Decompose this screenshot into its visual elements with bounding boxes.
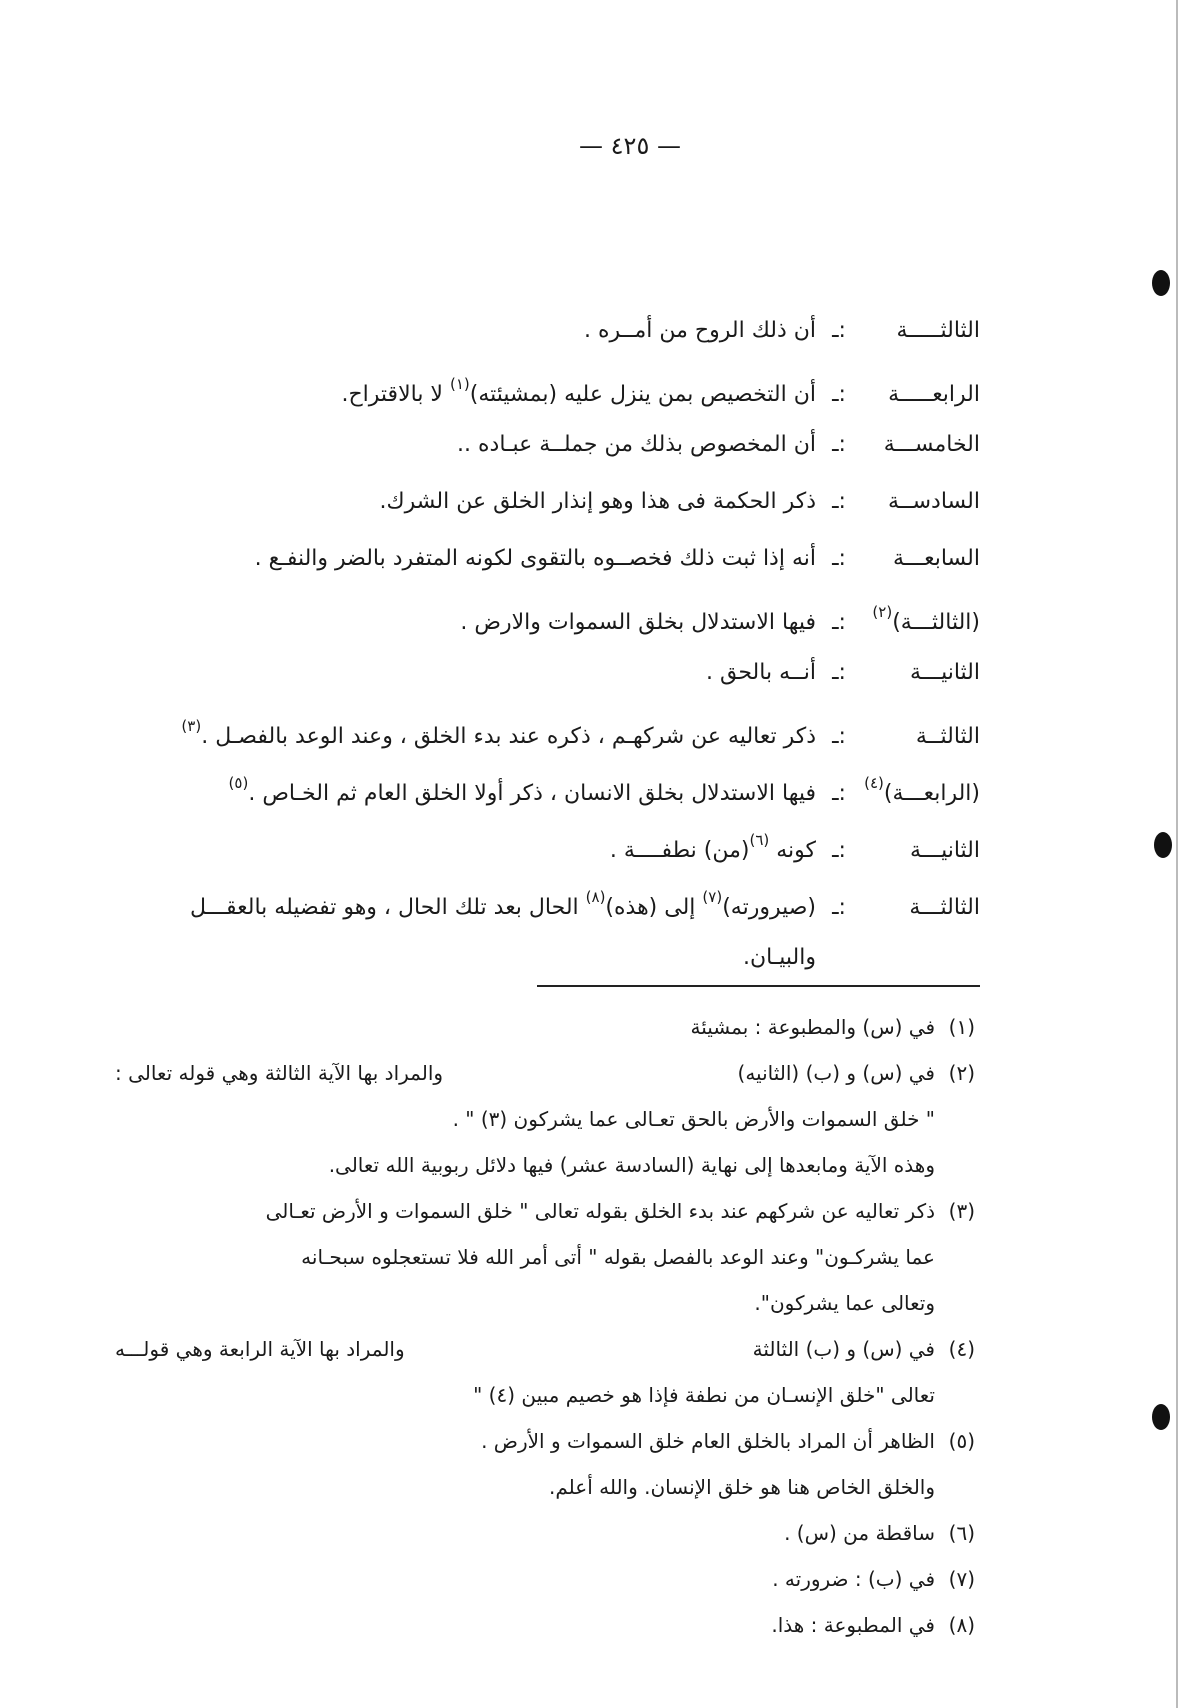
footnote-number: (٢) <box>948 1061 975 1085</box>
row-text: ذكر الحكمة فى هذا وهو إنذار الخلق عن الشرك. <box>379 489 816 514</box>
footnote-body <box>115 1004 935 1050</box>
text-row <box>100 660 980 717</box>
footnote-line: تعالى "خلق الإنسـان من نطفة فإذا هو خصيم مبين (٤) " <box>473 1383 935 1407</box>
footnote-body <box>115 1418 935 1510</box>
ink-blot <box>1152 270 1170 296</box>
footnote-number: (٤) <box>948 1337 975 1361</box>
text-row <box>100 375 980 432</box>
footnote-number: (٣) <box>948 1199 975 1223</box>
row-label <box>862 603 980 635</box>
footnote <box>115 1418 975 1510</box>
page-number: — ٤٢٥ — <box>579 132 681 160</box>
footnote-marker: (٧) <box>702 888 723 906</box>
row-separator: :ـ <box>832 724 846 749</box>
footnote-line: عما يشركـون" وعند الوعد بالفصل بقوله " أتى أمر الله فلا تستعجلوه سبحـانه <box>301 1245 935 1269</box>
footnote-part: والمراد بها الآية الرابعة وهي قولـــه <box>115 1337 405 1361</box>
footnote-body <box>115 1188 935 1326</box>
row-text: أنه إذا ثبت ذلك فخصــوه بالتقوى لكونه المتفرد بالضر والنفـع . <box>254 546 816 571</box>
footnote-part: والمراد بها الآية الثالثة وهي قوله تعالى : <box>115 1061 444 1085</box>
footnote-line: وتعالى عما يشركون". <box>754 1291 935 1315</box>
footnote-line: في (س) والمطبوعة : بمشيئة <box>690 1015 935 1039</box>
text-row <box>100 603 980 660</box>
row-separator: :ـ <box>832 895 846 920</box>
row-label: السادســة <box>887 489 980 514</box>
footnote-line: في (ب) : ضرورته . <box>772 1567 935 1591</box>
footnote-line: الظاهر أن المراد بالخلق العام خلق السموات و الأرض . <box>481 1429 935 1453</box>
ink-blot <box>1152 1404 1170 1430</box>
main-text <box>100 318 980 1002</box>
ink-blot <box>1154 832 1172 858</box>
footnote-line: ذكر تعاليه عن شركهم عند بدء الخلق بقوله تعالى " خلق السموات و الأرض تعـالى <box>265 1199 935 1223</box>
footnote-marker: (٥) <box>228 774 249 792</box>
page-edge <box>1176 0 1178 1708</box>
footnote <box>115 1004 975 1050</box>
footnote-number: (٦) <box>948 1521 975 1545</box>
footnote <box>115 1510 975 1556</box>
row-label: الثانيـــة <box>909 838 980 863</box>
footnote <box>115 1556 975 1602</box>
footnote-part: في (س) و (ب) (الثانيه) <box>737 1061 935 1085</box>
row-label: السابعـــة <box>892 546 980 571</box>
footnote-body <box>115 1602 935 1648</box>
row-text: والبيـان. <box>742 945 816 970</box>
row-text-part: كونه <box>776 838 816 863</box>
row-separator: :ـ <box>832 318 846 343</box>
row-text: فيها الاستدلال بخلق السموات والارض . <box>460 610 816 635</box>
footnote-line: في المطبوعة : هذا. <box>771 1613 935 1637</box>
row-text <box>100 375 816 407</box>
row-label: الثالثـــة <box>909 895 980 920</box>
footnote-body <box>115 1510 935 1556</box>
footnote-line: " خلق السموات والأرض بالحق تعـالى عما يشركون (٣) " . <box>452 1107 935 1131</box>
row-label: الثانيـــة <box>909 660 980 685</box>
row-text-part: الحال بعد تلك الحال ، وهو تفضيله بالعقـــل <box>190 895 579 920</box>
footnote-marker: (٢) <box>872 603 893 621</box>
row-label-text: (الثالثـــة) <box>892 610 980 635</box>
row-label <box>862 774 980 806</box>
row-separator: :ـ <box>832 660 846 685</box>
footnotes <box>115 1004 975 1648</box>
row-text-part: (صيرورته) <box>722 895 816 920</box>
row-separator: :ـ <box>832 382 846 407</box>
row-label: الثالثـــــة <box>896 318 980 343</box>
row-text: أن المخصوص بذلك من جملــة عبـاده .. <box>457 432 816 457</box>
footnote-marker: (١) <box>449 375 470 393</box>
text-row <box>100 318 980 375</box>
text-row <box>100 489 980 546</box>
footnote <box>115 1050 975 1188</box>
footnote-number: (٧) <box>948 1567 975 1591</box>
footnote-line <box>115 1326 935 1372</box>
row-text-part: إلى (هذه) <box>605 895 696 920</box>
footnote-number: (١) <box>948 1015 975 1039</box>
footnote <box>115 1602 975 1648</box>
footnote-marker: (٣) <box>181 717 202 735</box>
row-label: الخامســـة <box>883 432 980 457</box>
footnote-number: (٥) <box>948 1429 975 1453</box>
row-text: أنــه بالحق . <box>706 660 816 685</box>
footnote-number: (٨) <box>948 1613 975 1637</box>
text-row <box>100 888 980 945</box>
row-label: الرابعـــــة <box>888 382 980 407</box>
row-text <box>100 888 816 920</box>
text-row <box>100 831 980 888</box>
row-text <box>100 774 816 806</box>
footnote-marker: (٨) <box>585 888 606 906</box>
footnote-body <box>115 1050 935 1188</box>
row-text-part: (من) نطفــــة . <box>609 838 750 863</box>
text-row <box>100 432 980 489</box>
footnote-divider <box>537 985 980 987</box>
text-row-continuation <box>100 945 980 1002</box>
row-text-part: أن التخصيص بمن ينزل عليه (بمشيئته) <box>469 382 816 407</box>
footnote-body <box>115 1326 935 1418</box>
row-text <box>100 831 816 863</box>
row-text-part: فيها الاستدلال بخلق الانسان ، ذكر أولا الخلق العام ثم الخـاص . <box>248 781 816 806</box>
footnote-marker: (٦) <box>749 831 770 849</box>
row-separator: :ـ <box>832 546 846 571</box>
row-text-part: ذكر تعاليه عن شركهـم ، ذكره عند بدء الخلق ، وعند الوعد بالفصـل . <box>201 724 816 749</box>
row-separator: :ـ <box>832 781 846 806</box>
row-text: أن ذلك الروح من أمــره . <box>583 318 816 343</box>
row-separator: :ـ <box>832 489 846 514</box>
row-label: الثالثــة <box>915 724 980 749</box>
footnote-line: ساقطة من (س) . <box>784 1521 935 1545</box>
row-separator: :ـ <box>832 432 846 457</box>
footnote <box>115 1188 975 1326</box>
text-row <box>100 774 980 831</box>
row-label-text: (الرابعـــة) <box>883 781 980 806</box>
footnote-body <box>115 1556 935 1602</box>
footnote-line: والخلق الخاص هنا هو خلق الإنسان. والله أعلم. <box>548 1475 935 1499</box>
footnote <box>115 1326 975 1418</box>
footnote-part: في (س) و (ب) الثالثة <box>752 1337 935 1361</box>
footnote-line <box>115 1050 935 1096</box>
row-text <box>100 717 816 749</box>
row-separator: :ـ <box>832 838 846 863</box>
footnote-line: وهذه الآية ومابعدها إلى نهاية (السادسة عشر) فيها دلائل ربوبية الله تعالى. <box>328 1153 935 1177</box>
text-row <box>100 546 980 603</box>
footnote-marker: (٤) <box>864 774 884 792</box>
row-text-part: لا بالاقتراح. <box>341 382 443 407</box>
text-row <box>100 717 980 774</box>
row-separator: :ـ <box>832 610 846 635</box>
